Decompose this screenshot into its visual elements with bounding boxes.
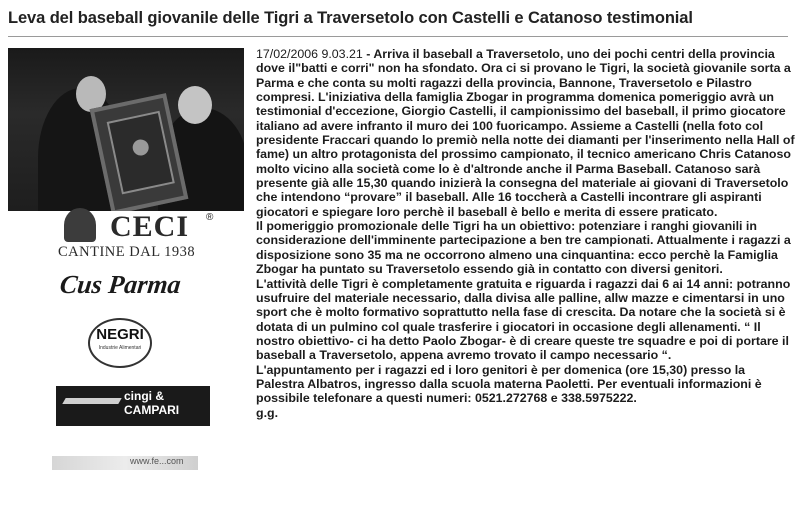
article-signature: g.g. [256,405,279,420]
article-body [256,47,796,420]
sponsor-banner-text: www.fe...com [130,456,184,466]
article-lead: - Arriva il baseball a Traversetolo, uno dei pochi centri della provincia dove il"batti e corri" non ha sfondato. Ora ci si provano le Tigri, la società giovanile sorta a Parma e che conta su molti ragazzi della provincia, Bannone, Traversetolo e Pilastro compresi. L'iniziativa della famiglia Zbogar in programma domenica pomeriggio avrà un testimonial d'eccezione, Giorgio Castelli, il campionissimo del baseball, il primo giocatore italiano ad avere infranto il muro dei 100 fuoricampo. Assieme a Castelli (nella foto col presidente Fraccari quando lo premiò nella notte dei diamanti per l'inserimento nella Hall of fame) un altro protagonista del prossimo campionato, il tecnico americano Chris Catanoso molto vicino alla società come lo è d'altronde anche il Parma Baseball. Catanoso sarà presente già alle 15,30 quando inizierà la consegna del materiale ai giovani di Traversetolo che intendono “provare” il baseball. Alle 16 toccherà a Castelli incontrare gli aspiranti giocatori e spiegare loro perchè il baseball è bello e merita di essere praticato. [256,47,795,219]
negri-logo-name: NEGRI [96,326,144,343]
cingi-line1: cingi & [124,389,165,403]
photo-head-right [178,86,212,124]
ceci-logo-registered: ® [206,212,214,223]
title-divider [8,36,788,37]
article-paragraph: L'appuntamento per i ragazzi ed i loro genitori è per domenica (ore 15,30) presso la Palestra Albatros, ingresso dalla scuola materna Paoletti. Per eventuali informazioni è possibile telefonare a questi numeri: 0521.272768 e 338.5975222. [256,362,762,406]
article-dateline: 17/02/2006 9.03.21 [256,47,363,61]
cus-parma-logo-text: Cus Parma [58,270,183,299]
ceci-logo-subtitle: CANTINE DAL 1938 [58,244,196,260]
cingi-line2: CAMPARI [124,403,180,417]
article-photo [8,48,244,211]
ceci-bust-icon [64,208,96,242]
article-title: Leva del baseball giovanile delle Tigri a Traversetolo con Castelli e Catanoso testimonial [8,9,693,27]
negri-logo[interactable] [88,318,152,368]
article-paragraph [256,47,796,219]
cingi-campari-logo[interactable] [56,386,210,426]
sponsor-banner[interactable] [52,456,198,470]
negri-logo-subtitle: Industrie Alimentari [98,345,142,351]
article-paragraph: Il pomeriggio promozionale delle Tigri ha un obiettivo: potenziare i ranghi giovanili in considerazione dell'imminente partecipazione a ben tre campionati. Attualmente i ragazzi a disposizione sono 35 ma ne occorrono almeno una cinquantina: ecco perchè la Famiglia Zbogar ha puntato su Traversetolo essendo già in contatto con diversi genitori. [256,219,791,277]
ceci-logo[interactable] [58,208,218,268]
article-paragraph: L'attività delle Tigri è completamente gratuita e riguarda i ragazzi dai 6 ai 14 anni: potranno usufruire del materiale necessario, dalla divisa alle palline, allw mazze e cimentarsi in uno sport che è molto formativo soprattutto nella fase di crescita. Da notare che la società si è dotata di un pulmino col quale trasferire i giocatori in occasione degli allenamenti. “ Il nostro obiettivo- ci ha detto Paolo Zbogar- è di creare queste tre squadre e poi di portare il baseball a Traversetolo, appena avremo trovato il campo necessario “. [256,276,791,363]
cus-parma-logo[interactable] [60,270,210,310]
cingi-campari-logo-text [124,389,179,417]
cingi-stripe-icon [62,398,121,404]
ceci-logo-name: CECI [110,210,190,243]
